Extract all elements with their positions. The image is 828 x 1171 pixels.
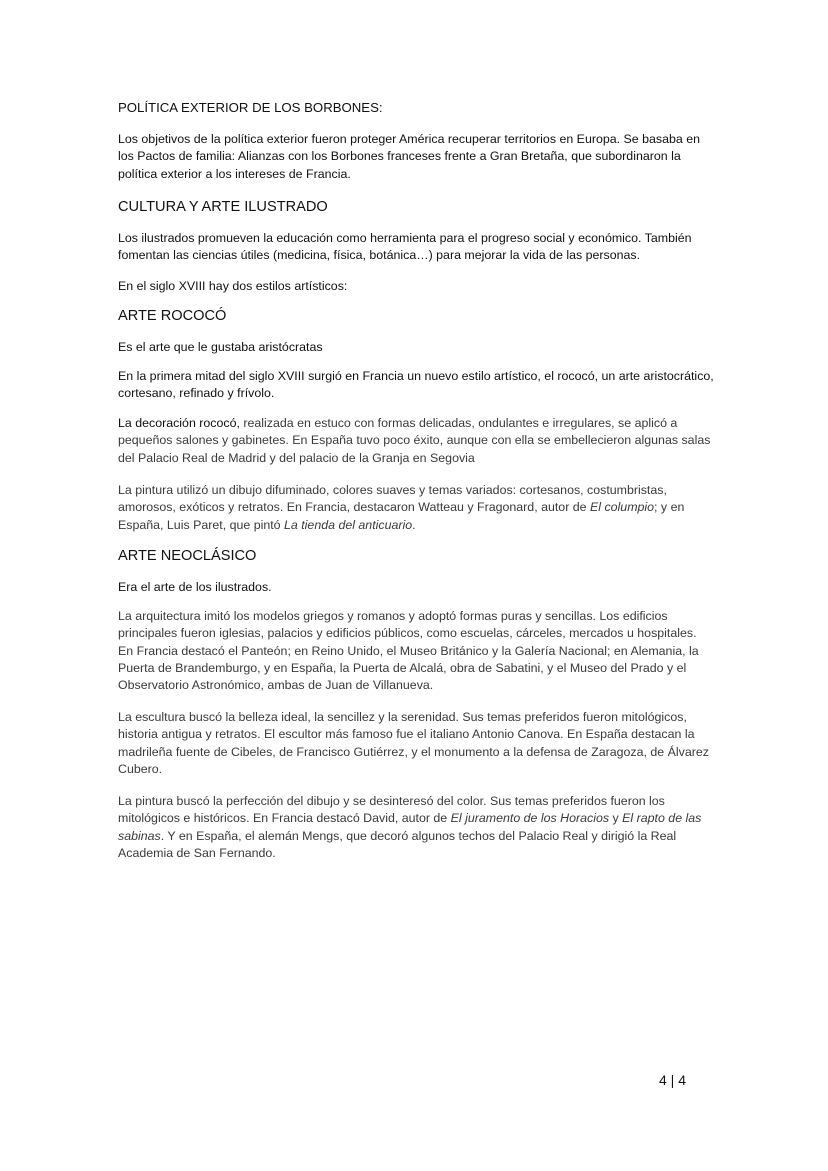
neoclasico-pintura-paragraph (118, 793, 714, 862)
neoclasico-escultura-paragraph: La escultura buscó la belleza ideal, la sencillez y la serenidad. Sus temas preferidos fueron mitológicos, historia antigua y retratos. El escultor más famoso fue el italiano Antonio Canova. En España destacan la madrileña fuente de Cibeles, de Francisco Gutiérrez, y el monumento a la defensa de Zaragoza, de Álvarez Cubero. (118, 710, 709, 776)
politica-exterior-paragraph: Los objetivos de la política exterior fueron proteger América recuperar territorios en Europa. Se basaba en los Pactos de familia: Alianzas con los Borbones franceses frente a Gran Bretaña, que subordinaron la política exterior a los intereses de Francia. (118, 132, 700, 181)
estilos-paragraph: En el siglo XVIII hay dos estilos artísticos: (118, 279, 348, 293)
cultura-arte-heading: CULTURA Y ARTE ILUSTRADO (118, 199, 328, 215)
rococo-pintura-text-3: . (412, 517, 416, 532)
decoracion-rest: realizada en estuco con formas delicadas, ondulantes e irregulares, se aplicó a pequeños salones y gabinetes. En España tuvo poco éxito, aunque con ella se embellecieron algunas salas del Palacio Real de Madrid y del palacio de la Granja en Segovia (118, 416, 711, 465)
decoracion-lead: La decoración rococó, (118, 416, 240, 430)
rococo-pintura-paragraph (118, 482, 714, 534)
cultura-paragraph: Los ilustrados promueven la educación como herramienta para el progreso social y económico. También fomentan las ciencias útiles (medicina, física, botánica…) para mejorar la vida de las personas. (118, 231, 692, 263)
rococo-pintura-text-1: La pintura utilizó un dibujo difuminado, colores suaves y temas variados: cortesanos, costumbristas, amorosos, exóticos y retratos. En Francia, destacaron Watteau y Fragonard, autor de (118, 483, 667, 515)
arte-neoclasico-heading: ARTE NEOCLÁSICO (118, 548, 257, 564)
politica-exterior-heading: POLÍTICA EXTERIOR DE LOS BORBONES: (118, 100, 383, 115)
neoclasico-intro-paragraph: Era el arte de los ilustrados. (118, 580, 272, 594)
rococo-origin-paragraph: En la primera mitad del siglo XVIII surgió en Francia un nuevo estilo artístico, el rococó, un arte aristocrático, cortesano, refinado y frívolo. (118, 369, 714, 401)
neo-pintura-text-1: La pintura buscó la perfección del dibujo y se desinteresó del color. Sus temas preferidos fueron los mitológicos e históricos. En Francia destacó David, autor de (118, 794, 665, 826)
rapto-sabinas-title: El rapto de las sabinas (118, 811, 702, 843)
neo-pintura-text-2: y (609, 811, 623, 826)
arte-rococo-heading: ARTE ROCOCÓ (118, 308, 227, 324)
rococo-decoracion-paragraph (118, 415, 714, 467)
neoclasico-arquitectura-paragraph: La arquitectura imitó los modelos griegos y romanos y adoptó formas puras y sencillas. Los edificios principales fueron iglesias, palacios y edificios públicos, como escuelas, cárceles, mercados u hospitales. En Francia destacó el Panteón; en Reino Unido, el Museo Británico y la Galería Nacional; en Alemania, la Puerta de Brandemburgo, y en España, la Puerta de Alcalá, obra de Sabatini, y el Museo del Prado y el Observatorio Astronómico, ambas de Juan de Villanueva. (118, 609, 699, 693)
rococo-intro-paragraph: Es el arte que le gustaba aristócratas (118, 340, 323, 354)
el-columpio-title: El columpio (590, 500, 655, 515)
rococo-pintura-text-2: ; y en España, Luis Paret, que pintó (118, 500, 685, 532)
juramento-horacios-title: El juramento de los Horacios (450, 811, 610, 826)
page-number: 4 | 4 (659, 1072, 686, 1088)
neo-pintura-text-3: . Y en España, el alemán Mengs, que decoró algunos techos del Palacio Real y dirigió la Real Academia de San Fernando. (118, 828, 677, 860)
la-tienda-del-anticuario-title: La tienda del anticuario (284, 517, 413, 532)
